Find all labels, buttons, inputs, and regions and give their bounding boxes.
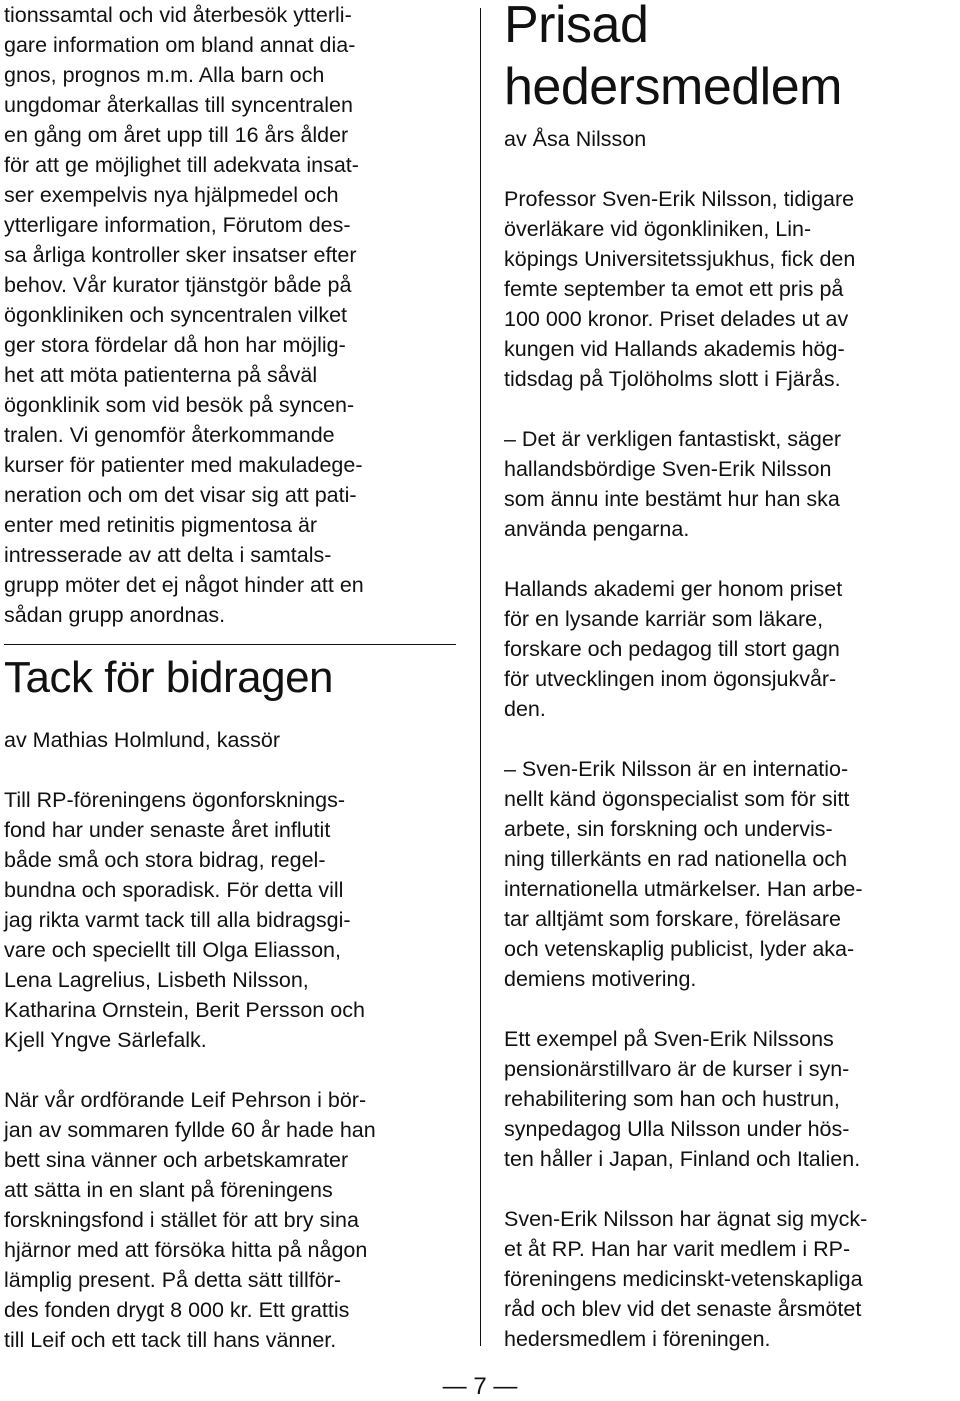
thanks-headline: Tack för bidragen <box>4 653 334 702</box>
award-paragraph: Ett exempel på Sven-Erik Nilssons pensionärstillvaro är de kurser i syn- rehabilitering som han och hustrun, synpedagog Ulla Nilsson under hös- ten håller i Japan, Finland och Italien. <box>504 1027 861 1171</box>
award-byline: av Åsa Nilsson <box>504 127 647 151</box>
thanks-article-body <box>4 785 456 1355</box>
award-paragraph: Sven-Erik Nilsson har ägnat sig myck- et åt RP. Han har varit medlem i RP- föreningens medicinskt-vetenskapliga råd och blev vid det senaste årsmötet hedersmedlem i föreningen. <box>504 1207 868 1351</box>
column-divider <box>480 8 481 1346</box>
award-paragraph: Professor Sven-Erik Nilsson, tidigare överläkare vid ögonkliniken, Lin- köpings Universitetssjukhus, fick den femte september ta emot ett pris på 100 000 kronor. Priset delades ut av kungen vid Hallands akademis hög- tidsdag på Tjolöholms slott i Fjärås. <box>504 187 856 391</box>
award-article-body <box>504 184 956 1354</box>
award-headline: Prisad hedersmedlem <box>504 0 842 116</box>
continued-article-text: tionssamtal och vid återbesök ytterli- gare information om bland annat dia- gnos, prognos m.m. Alla barn och ungdomar återkallas till syncentralen en gång om året upp till 16 års ålder för att ge möjlighet till adekvata insat- ser exempelvis nya hjälpmedel och ytterligare information, Förutom des- sa årliga kontroller sker insatser efter behov. Vår kurator tjänstgör både på ögonkliniken och syncentralen vilket ger stora fördelar då hon har möjlig- het att möta patienterna på såväl ögonklinik som vid besök på syncen- tralen. Vi genomför återkommande kurser för patienter med makuladege- neration och om det visar sig att pati- enter med retinitis pigmentosa är intresserade av att delta i samtals- grupp möter det ej något hinder att en sådan grupp anordnas. <box>4 3 364 627</box>
award-paragraph: – Sven-Erik Nilsson är en internatio- nellt känd ögonspecialist som för sitt arbete, sin forskning och undervis- ning tillerkänts en rad nationella och internationella utmärkelser. Han arbe- tar alltjämt som forskare, föreläsare och vetenskaplig publicist, lyder aka- demiens motivering. <box>504 757 863 991</box>
award-paragraph: Hallands akademi ger honom priset för en lysande karriär som läkare, forskare och pedagog till stort gagn för utvecklingen inom ögonsjukvår- den. <box>504 577 843 721</box>
continued-article <box>4 0 456 630</box>
section-divider-rule <box>4 644 456 645</box>
award-paragraph: – Det är verkligen fantastiskt, säger hallandsbördige Sven-Erik Nilsson som ännu inte bestämt hur han ska använda pengarna. <box>504 427 841 541</box>
thanks-byline: av Mathias Holmlund, kassör <box>4 728 281 752</box>
thanks-paragraph: Till RP-föreningens ögonforsknings- fond har under senaste året influtit både små och stora bidrag, regel- bundna och sporadisk. För detta vill jag rikta varmt tack till alla bidragsgi- vare och speciellt till Olga Eliasson, Lena Lagrelius, Lisbeth Nilsson, Katharina Ornstein, Berit Persson och Kjell Yngve Särlefalk. <box>4 788 365 1052</box>
page-number: — 7 — <box>442 1373 518 1400</box>
thanks-paragraph: När vår ordförande Leif Pehrson i bör- jan av sommaren fyllde 60 år hade han bett sina vänner och arbetskamrater att sätta in en slant på föreningens forskningsfond i stället för att bry sina hjärnor med att försöka hitta på någon lämplig present. På detta sätt tillför- des fonden drygt 8 000 kr. Ett grattis till Leif och ett tack till hans vänner. <box>4 1088 376 1352</box>
